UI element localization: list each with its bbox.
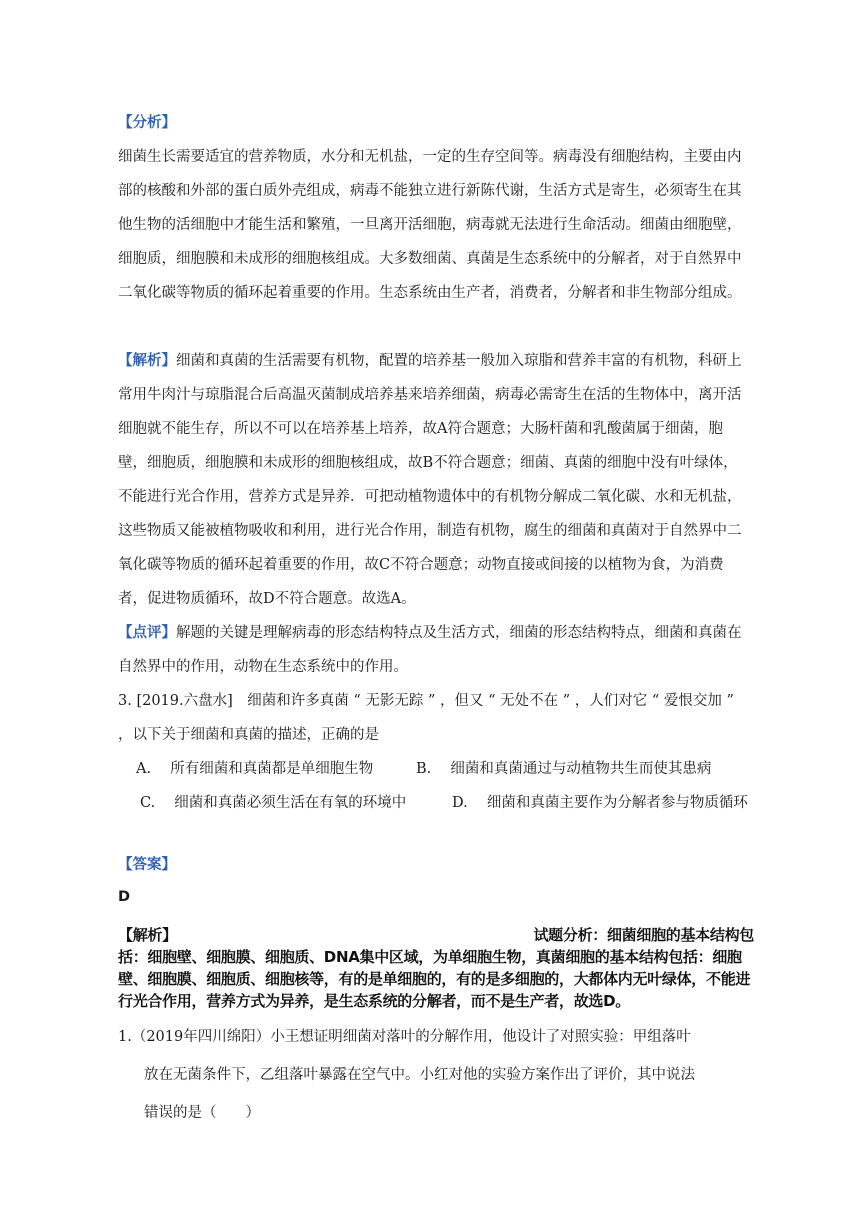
question-1-line-1: 1.（2019年四川绵阳）小王想证明细菌对落叶的分解作用，他设计了对照实验：甲组落叶: [118, 1029, 691, 1045]
analysis-text: 细菌生长需要适宜的营养物质，水分和无机盐，一定的生存空间等。病毒没有细胞结构，主要由内部的核酸和外部的蛋白质外壳组成，病毒不能独立进行新陈代谢，生活方式是寄生，必须寄生在其他生物的活细胞中才能生活和繁殖，一旦离开活细胞，病毒就无法进行生命活动。细菌由细胞壁，细胞质，细胞膜和未成形的细胞核组成。大多数细菌、真菌是生态系统中的分解者，对于自然界中二氧化碳等物质的循环起着重要的作用。生态系统由生产者，消费者，分解者和非生物部分组成。: [118, 149, 742, 301]
explanation-section: [118, 344, 746, 616]
question-1-line-2: 放在无菌条件下，乙组落叶暴露在空气中。小红对他的实验方案作出了评价，其中说法: [144, 1067, 695, 1083]
answer-value: D: [118, 889, 131, 905]
option-b: B. 细菌和真菌通过与动植物共生而使其患病: [416, 761, 712, 777]
scanned-explanation-text: 括：细胞壁、细胞膜、细胞质、DNA集中区域，为单细胞生物，真菌细胞的基本结构包括：细胞壁、细胞膜、细胞质、细胞核等，有的是单细胞的，有的是多细胞的，大都体内无叶绿体，不能进行光合作用，营养方式为异养，是生态系统的分解者，而不是生产者，故选D。: [118, 948, 751, 1010]
question-1: [118, 1018, 758, 1132]
scanned-explanation-lead: 试题分析：细菌细胞的基本结构包: [533, 926, 754, 944]
comment-section: [118, 616, 746, 684]
explanation-text: 细菌和真菌的生活需要有机物，配置的培养基一般加入琼脂和营养丰富的有机物，科研上常用牛肉汁与琼脂混合后高温灭菌制成培养基来培养细菌，病毒必需寄生在活的生物体中，离开活细胞就不能生存，所以不可以在培养基上培养，故A符合题意；大肠杆菌和乳酸菌属于细菌，胞壁，细胞质，细胞膜和未成形的细胞核组成，故B不符合题意；细菌、真菌的细胞中没有叶绿体，不能进行光合作用，营养方式是异养．可把动植物遗体中的有机物分解成二氧化碳、水和无机盐，这些物质又能被植物吸收和利用，进行光合作用，制造有机物，腐生的细菌和真菌对于自然界中二氧化碳等物质的循环起着重要的作用，故C不符合题意；动物直接或间接的以植物为食，为消费者，促进物质循环，故D不符合题意。故选A。: [118, 353, 742, 607]
analysis-section: [118, 106, 746, 310]
option-c: C. 细菌和真菌必须生活在有氧的环境中: [140, 795, 407, 811]
comment-label: 【点评】: [118, 625, 176, 641]
question-3-stem: [118, 684, 746, 752]
option-d: D. 细菌和真菌主要作为分解者参与物质循环: [452, 795, 748, 811]
question-3-options: [136, 752, 756, 820]
question-1-line-3: 错误的是（ ）: [144, 1105, 260, 1121]
scanned-explanation: [118, 924, 754, 1012]
answer-section: [118, 848, 746, 912]
question-3-stem-text: 3. [2019.六盘水] 细菌和许多真菌 “ 无影无踪 ” ，但又 “ 无处不在 ” ，人们对它 “ 爱恨交加 ” ，以下关于细菌和真菌的描述，正确的是: [118, 693, 734, 743]
answer-label: 【答案】: [118, 857, 176, 873]
explanation-label: 【解析】: [118, 353, 176, 369]
option-a: A. 所有细菌和真菌都是单细胞生物: [136, 761, 374, 777]
comment-text: 解题的关键是理解病毒的形态结构特点及生活方式，细菌的形态结构特点，细菌和真菌在自然界中的作用，动物在生态系统中的作用。: [118, 625, 742, 675]
scanned-explanation-label: 【解析】: [118, 926, 177, 944]
analysis-label: 【分析】: [118, 115, 176, 131]
